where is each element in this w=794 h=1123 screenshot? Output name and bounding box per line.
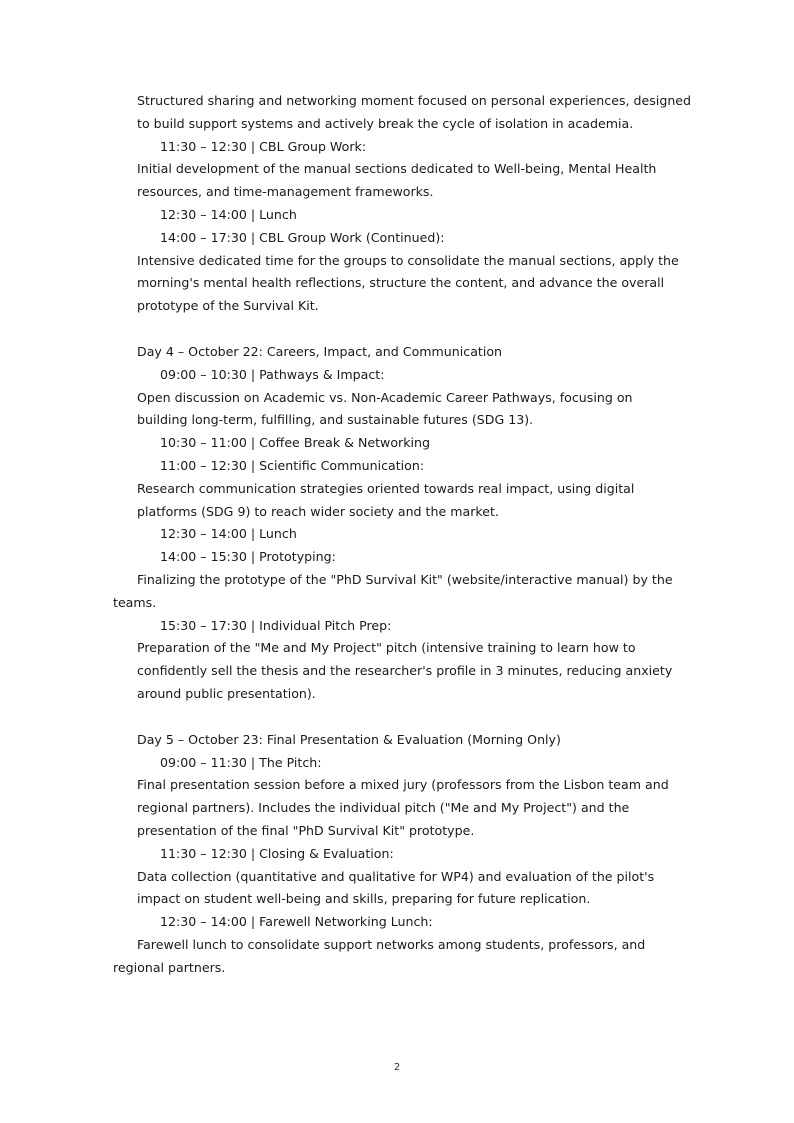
session-description: confidently sell the thesis and the researcher's profile in 3 minutes, reducing anxiety: [137, 663, 673, 679]
session-time: 09:00 – 11:30 | The Pitch:: [160, 754, 322, 770]
session-description: Initial development of the manual sections dedicated to Well-being, Mental Health: [137, 161, 657, 177]
session-description: to build support systems and actively break the cycle of isolation in academia.: [137, 115, 634, 131]
session-time: 12:30 – 14:00 | Lunch: [160, 206, 297, 222]
blank-line: [113, 318, 688, 341]
session-description: regional partners). Includes the individual pitch ("Me and My Project") and the: [137, 800, 630, 816]
session-description: Research communication strategies oriented towards real impact, using digital: [137, 480, 635, 496]
session-description: Intensive dedicated time for the groups to consolidate the manual sections, apply the: [137, 252, 679, 268]
session-time: 14:00 – 17:30 | CBL Group Work (Continued):: [160, 229, 445, 245]
session-description: Finalizing the prototype of the "PhD Survival Kit" (website/interactive manual) by the: [137, 571, 673, 587]
session-description: Farewell lunch to consolidate support networks among students, professors, and: [137, 936, 646, 952]
session-time: 09:00 – 10:30 | Pathways & Impact:: [160, 366, 385, 382]
session-time: 11:00 – 12:30 | Scientific Communication:: [160, 457, 425, 473]
session-description: Structured sharing and networking moment focused on personal experiences, designed: [137, 93, 692, 108]
session-description: Data collection (quantitative and qualitative for WP4) and evaluation of the pilot's: [137, 868, 655, 884]
session-description: building long-term, fulfilling, and sustainable futures (SDG 13).: [137, 412, 534, 428]
session-time: 10:30 – 11:00 | Coffee Break & Networking: [160, 435, 430, 451]
session-description: Open discussion on Academic vs. Non-Academic Career Pathways, focusing on: [137, 389, 633, 405]
page-number: 2: [393, 1062, 401, 1073]
session-description: resources, and time-management frameworks.: [137, 184, 434, 200]
session-time: 11:30 – 12:30 | Closing & Evaluation:: [160, 845, 394, 861]
session-time: 14:00 – 15:30 | Prototyping:: [160, 549, 336, 565]
page-body: [113, 90, 692, 979]
session-description: regional partners.: [113, 959, 226, 975]
session-description: Preparation of the "Me and My Project" pitch (intensive training to learn how to: [137, 640, 636, 656]
session-description: platforms (SDG 9) to reach wider society and the market.: [137, 503, 499, 519]
session-description: around public presentation).: [137, 685, 316, 701]
session-description: presentation of the final "PhD Survival Kit" prototype.: [137, 822, 475, 838]
session-time: 12:30 – 14:00 | Lunch: [160, 526, 297, 542]
day-heading: Day 4 – October 22: Careers, Impact, and Communication: [137, 343, 503, 359]
session-description: prototype of the Survival Kit.: [137, 298, 319, 314]
session-description: teams.: [113, 594, 157, 610]
session-description: impact on student well-being and skills, preparing for future replication.: [137, 891, 591, 907]
session-description: Final presentation session before a mixed jury (professors from the Lisbon team and: [137, 777, 669, 793]
session-description: morning's mental health reflections, structure the content, and advance the overall: [137, 275, 665, 291]
session-time: 11:30 – 12:30 | CBL Group Work:: [160, 138, 367, 154]
blank-line: [113, 706, 688, 729]
session-time: 15:30 – 17:30 | Individual Pitch Prep:: [160, 617, 392, 633]
session-time: 12:30 – 14:00 | Farewell Networking Lunch:: [160, 914, 433, 930]
day-heading: Day 5 – October 23: Final Presentation & Evaluation (Morning Only): [137, 731, 561, 747]
